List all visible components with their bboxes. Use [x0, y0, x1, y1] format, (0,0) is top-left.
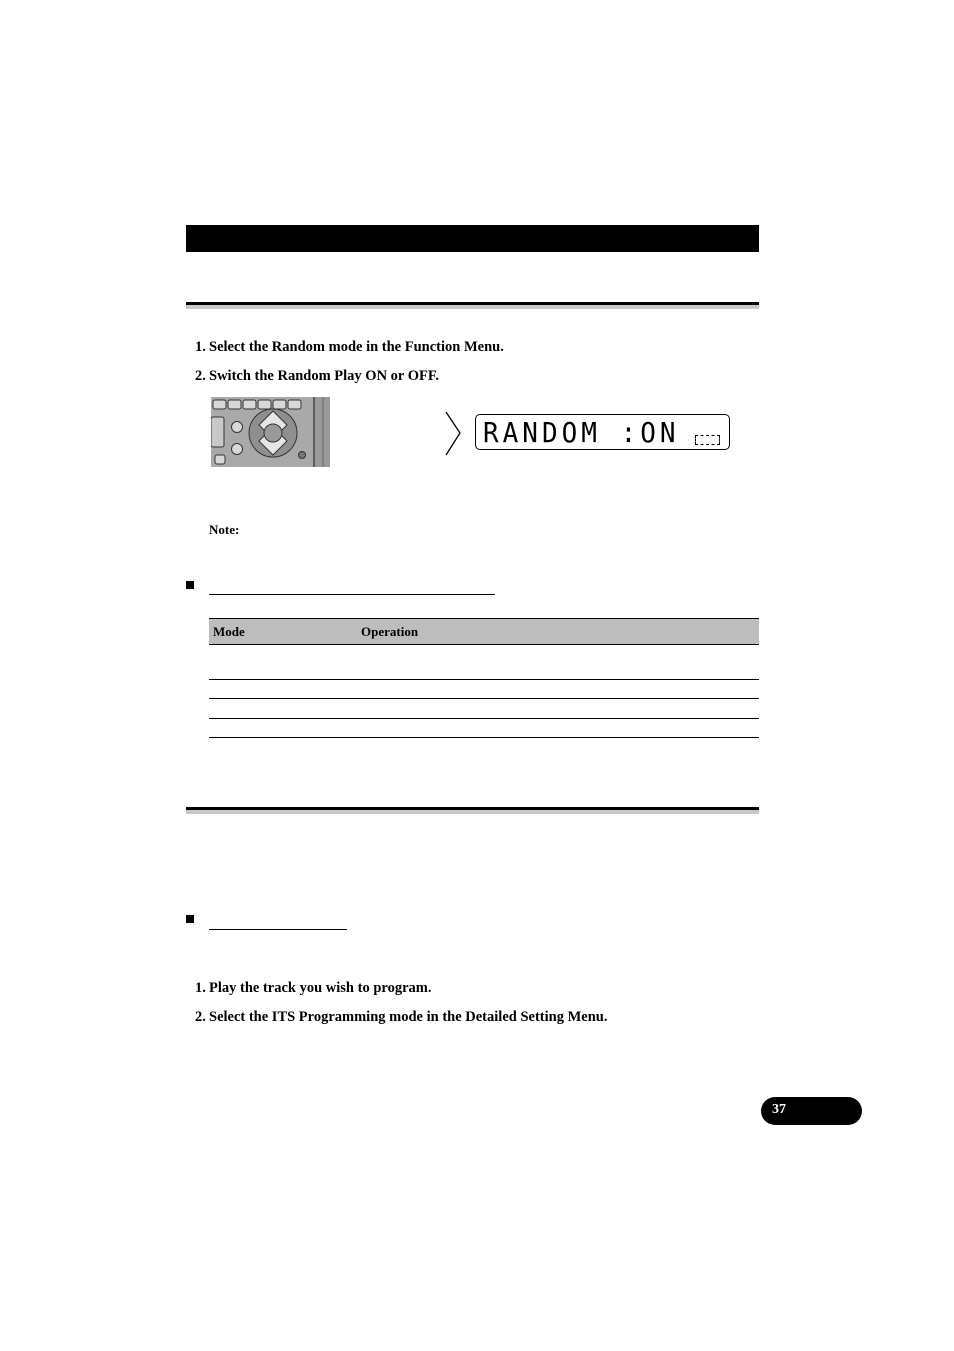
- lcd-display: [475, 414, 730, 450]
- heading-underline: [209, 594, 495, 595]
- lcd-display-text: RANDOM :ON: [483, 417, 680, 450]
- section-header-bar: [186, 225, 759, 252]
- bullet-square-icon: [186, 915, 194, 923]
- its-step-2: 2. Select the ITS Programming mode in the Detailed Setting Menu.: [195, 1009, 608, 1025]
- table-row: [209, 718, 759, 719]
- section-rule-its: [186, 807, 759, 814]
- random-step-2: 2. Switch the Random Play ON or OFF.: [195, 368, 439, 384]
- table-row: [209, 698, 759, 699]
- section-rule-random: [186, 302, 759, 309]
- lcd-indicator: [695, 435, 720, 445]
- random-step-1: 1. Select the Random mode in the Function Menu.: [195, 339, 504, 355]
- its-step-1: 1. Play the track you wish to program.: [195, 980, 432, 996]
- table-row: [209, 737, 759, 738]
- table-header-operation: Operation: [361, 624, 419, 639]
- page-number: 37: [772, 1102, 786, 1117]
- table-row: [209, 679, 759, 680]
- arrow-right-icon: [445, 411, 462, 456]
- page-number-badge: [761, 1097, 862, 1125]
- table-header: [209, 618, 759, 645]
- heading-underline: [209, 929, 347, 930]
- head-unit-illustration: [211, 397, 330, 467]
- bullet-square-icon: [186, 581, 194, 589]
- table-header-mode: Mode: [213, 624, 245, 639]
- note-label: Note:: [209, 522, 240, 537]
